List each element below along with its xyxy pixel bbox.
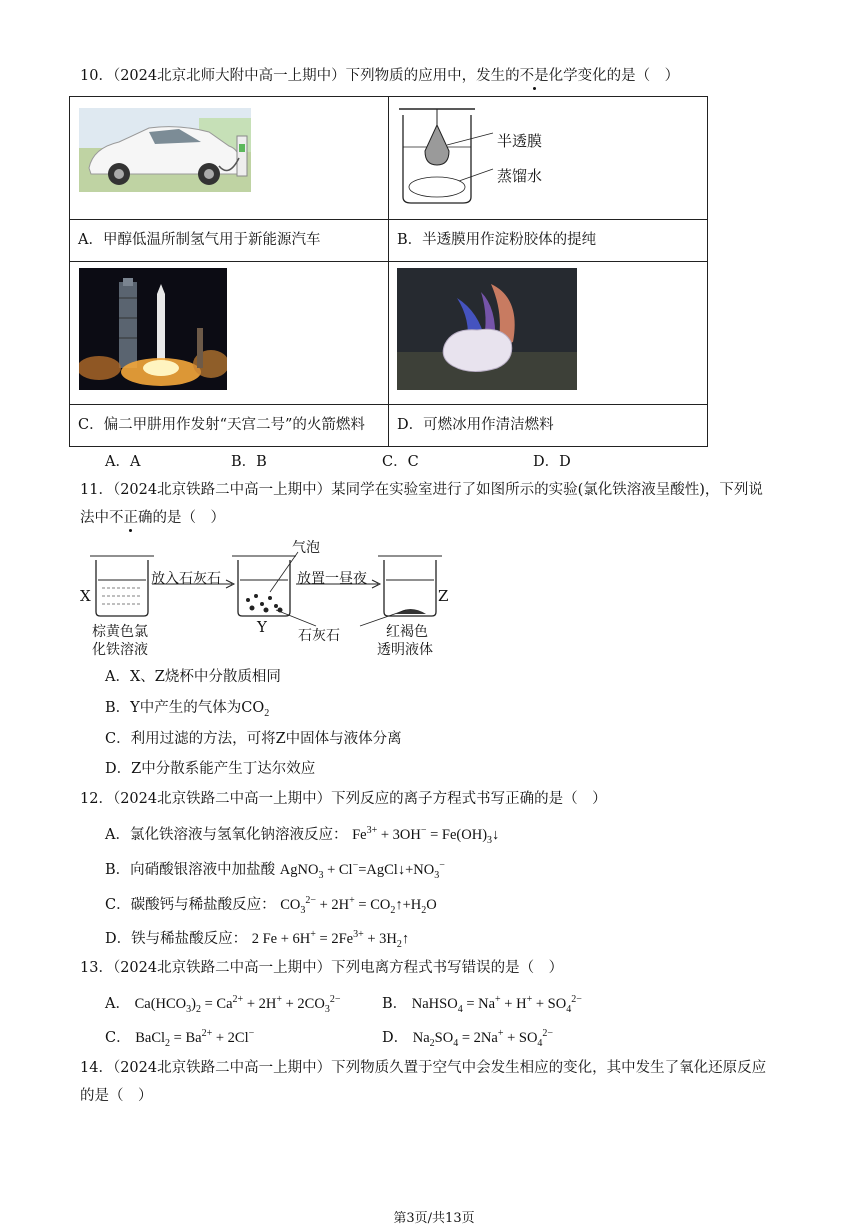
q13-stem: 13．（2024北京铁路二中高一上期中）下列电离方程式书写错误的是（ ） bbox=[80, 960, 564, 976]
q12-option-b-text: B．向硝酸银溶液中加盐酸 bbox=[105, 861, 276, 878]
q10-option-b bbox=[389, 220, 708, 262]
q12-option-d-equation: 2 $Fe + 6H^+ = 2Fe^{3+}$ + $3H_2↑$ bbox=[251, 929, 410, 950]
q13-option-a-label: A． bbox=[105, 995, 130, 1012]
q11-option-a: A．X、Z烧杯中分散质相同 bbox=[105, 669, 281, 685]
arrow-add-limestone-label: 放入石灰石 bbox=[151, 571, 221, 587]
q13-option-a-equation: $Ca(HCO_3)_2 = Ca^{2+} + 2H^+ + 2CO_3^{2-}$ bbox=[134, 994, 341, 1015]
q13-option-c-label: C． bbox=[105, 1029, 131, 1046]
q10-cell-a-image bbox=[70, 97, 389, 220]
q10-answer-a: A．A bbox=[105, 454, 141, 470]
q13-option-a bbox=[105, 990, 340, 1020]
q10-answer-d: D．D bbox=[533, 454, 571, 470]
q10-cell-d-image bbox=[389, 262, 708, 405]
q10-option-a-label: A．甲醇低温所制氢气用于新能源汽车 bbox=[78, 232, 321, 248]
q11-option-c: C．利用过滤的方法，可将Z中固体与液体分离 bbox=[105, 731, 402, 747]
q10-option-b-label: B．半透膜用作淀粉胶体的提纯 bbox=[397, 232, 597, 248]
q12-option-c-equation: $CO_3^{2-} + 2H^+$ = $CO_2↑+H_2O$ bbox=[280, 895, 437, 916]
q10-cell-b-image bbox=[389, 97, 708, 220]
rocket-launch-image bbox=[79, 268, 227, 390]
q10-option-c bbox=[70, 405, 389, 447]
q10-stem-post: 化学变化的是（ ） bbox=[548, 68, 680, 84]
q10-stem-emphasis: 不是 bbox=[519, 68, 549, 84]
q11-stem-emphasis: 不正确 bbox=[109, 510, 153, 526]
q13-option-d-equation: $Na_2SO_4 = 2Na^+ + SO_4^{2-}$ bbox=[412, 1028, 554, 1049]
q10-option-c-label: C．偏二甲肼用作发射“天宫二号”的火箭燃料 bbox=[78, 417, 365, 433]
z-liquid-label-1: 红褐色 bbox=[386, 624, 428, 640]
q10-option-d-label: D．可燃冰用作清洁燃料 bbox=[397, 417, 554, 433]
q13-option-d bbox=[382, 1024, 553, 1054]
q12-option-a-equation: $Fe^{3+} + 3OH^-$ = $Fe(OH)_3↓$ bbox=[352, 825, 500, 846]
q12-stem: 12．（2024北京铁路二中高一上期中）下列反应的离子方程式书写正确的是（ ） bbox=[80, 791, 607, 807]
distilled-water-annotation: 蒸馏水 bbox=[497, 167, 543, 185]
q13-option-d-label: D． bbox=[382, 1029, 409, 1046]
q11-option-b-text: B．Y中产生的气体为CO bbox=[105, 700, 265, 716]
q10-answer-c: C．C bbox=[382, 454, 419, 470]
beaker-y-label: Y bbox=[257, 618, 267, 636]
q11-option-b-sub: 2 bbox=[264, 707, 270, 719]
q13-option-c bbox=[105, 1024, 254, 1054]
bubble-label: 气泡 bbox=[292, 540, 320, 556]
q11-stem-post: 的是（ ） bbox=[152, 510, 225, 526]
burning-ice-image bbox=[397, 268, 577, 390]
q10-option-a bbox=[70, 220, 389, 262]
q12-option-b-equation: AgNO$_3$ + $Cl^-=AgCl↓+NO_3^-$ bbox=[279, 860, 445, 881]
q11-stem-line2 bbox=[80, 508, 225, 528]
x-solution-label-2: 化铁溶液 bbox=[92, 642, 148, 658]
q14-stem-line2: 的是（ ） bbox=[80, 1088, 153, 1104]
q11-stem-line1: 11．（2024北京铁路二中高一上期中）某同学在实验室进行了如图所示的实验(氯化铁溶液呈酸性)，下列说 bbox=[80, 482, 763, 498]
x-solution-label-1: 棕黄色氯 bbox=[92, 624, 148, 640]
beaker-membrane-diagram bbox=[397, 103, 577, 211]
limestone-label: 石灰石 bbox=[298, 628, 340, 644]
q11-option-d: D．Z中分散系能产生丁达尔效应 bbox=[105, 761, 316, 777]
page-footer: 第3页/共13页 bbox=[393, 1211, 475, 1226]
q11-stem-pre: 法中 bbox=[80, 510, 109, 526]
arrow-overnight-label: 放置一昼夜 bbox=[297, 571, 367, 587]
beaker-x-label: X bbox=[80, 587, 91, 605]
q13-option-b bbox=[382, 990, 582, 1020]
q12-option-d bbox=[105, 925, 409, 955]
q11-option-b bbox=[105, 698, 269, 724]
beaker-z-label: Z bbox=[438, 587, 449, 605]
q12-option-d-text: D．铁与稀盐酸反应： bbox=[105, 930, 248, 947]
q10-answer-b: B．B bbox=[231, 454, 267, 470]
q13-option-c-equation: BaCl$_2$ = $Ba^{2+} + 2Cl^-$ bbox=[135, 1028, 255, 1049]
q10-stem-pre: 10．（2024北京北师大附中高一上期中）下列物质的应用中，发生的 bbox=[80, 68, 520, 84]
q10-option-d bbox=[389, 405, 708, 447]
q12-option-b bbox=[105, 856, 445, 886]
q12-option-a-text: A．氯化铁溶液与氢氧化钠溶液反应： bbox=[105, 826, 348, 843]
membrane-annotation: 半透膜 bbox=[497, 132, 543, 150]
q13-option-b-label: B． bbox=[382, 995, 408, 1012]
q12-option-c bbox=[105, 891, 437, 921]
q14-stem-line1: 14．（2024北京铁路二中高一上期中）下列物质久置于空气中会发生相应的变化，其中发生了氧化还原反应 bbox=[80, 1060, 767, 1076]
q10-cell-c-image bbox=[70, 262, 389, 405]
q12-option-a bbox=[105, 821, 499, 851]
q12-option-c-text: C．碳酸钙与稀盐酸反应： bbox=[105, 896, 276, 913]
z-liquid-label-2: 透明液体 bbox=[377, 642, 433, 658]
q10-options-table bbox=[69, 96, 708, 447]
q13-option-b-equation: NaHSO$_4$ = $Na^+ + H^+ + SO_4^{2-}$ bbox=[411, 994, 582, 1015]
electric-car-image bbox=[79, 108, 251, 192]
q10-stem bbox=[80, 66, 679, 86]
